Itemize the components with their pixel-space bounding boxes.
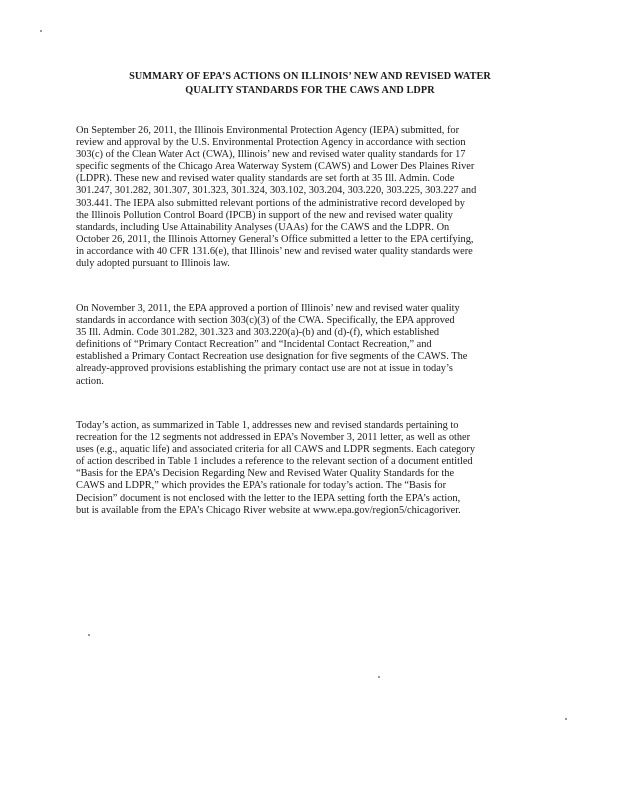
text-line: 303.441. The IEPA also submitted relevant portions of the administrative record developed by <box>76 197 465 209</box>
text-line: but is available from the EPA’s Chicago River website at www.epa.gov/region5/chicagoriver. <box>76 504 461 516</box>
text-line: CAWS and LDPR,” which provides the EPA’s rationale for today’s action. The “Basis for <box>76 480 447 492</box>
scan-speck <box>88 634 90 636</box>
paragraph-iepa-submission <box>76 125 546 270</box>
text-line: “Basis for the EPA’s Decision Regarding New and Revised Water Quality Standards for the <box>76 468 455 480</box>
text-line: action. <box>76 375 104 387</box>
scan-speck <box>378 676 380 678</box>
text-line: of action described in Table 1 includes a reference to the relevant section of a document entitled <box>76 456 473 468</box>
text-line: duly adopted pursuant to Illinois law. <box>76 258 230 270</box>
text-line: On November 3, 2011, the EPA approved a portion of Illinois’ new and revised water quality <box>76 303 460 314</box>
text-line: Today’s action, as summarized in Table 1, addresses new and revised standards pertaining to <box>76 420 459 431</box>
text-line: (LDPR). These new and revised water quality standards are set forth at 35 Ill. Admin. Code <box>76 173 455 185</box>
scan-speck <box>40 30 42 32</box>
text-line: standards in accordance with section 303(c)(3) of the CWA. Specifically, the EPA approved <box>76 315 455 327</box>
paragraph-todays-action <box>76 420 546 517</box>
text-line: recreation for the 12 segments not addressed in EPA’s November 3, 2011 letter, as well as other <box>76 432 471 444</box>
scan-speck <box>565 718 567 720</box>
text-line: review and approval by the U.S. Environmental Protection Agency in accordance with section <box>76 137 466 149</box>
paragraph-november-approval <box>76 303 546 388</box>
title-line: SUMMARY OF EPA’S ACTIONS ON ILLINOIS’ NEW AND REVISED WATER <box>129 71 491 82</box>
text-line: already-approved provisions establishing the primary contact use are not at issue in today’s <box>76 363 453 375</box>
text-line: definitions of “Primary Contact Recreation” and “Incidental Contact Recreation,” and <box>76 339 432 351</box>
text-line: standards, including Use Attainability Analyses (UAAs) for the CAWS and the LDPR. On <box>76 221 450 233</box>
text-line: Decision” document is not enclosed with the letter to the IEPA setting forth the EPA’s action, <box>76 492 461 504</box>
text-line: 303(c) of the Clean Water Act (CWA), Illinois’ new and revised water quality standards for 17 <box>76 149 466 161</box>
text-line: 35 Ill. Admin. Code 301.282, 301.323 and 303.220(a)-(b) and (d)-(f), which established <box>76 327 440 339</box>
text-line: in accordance with 40 CFR 131.6(e), that Illinois’ new and revised water quality standards were <box>76 245 473 257</box>
text-line: specific segments of the Chicago Area Waterway System (CAWS) and Lower Des Plaines River <box>76 161 475 173</box>
text-line: uses (e.g., aquatic life) and associated criteria for all CAWS and LDPR segments. Each category <box>76 444 475 456</box>
text-line: established a Primary Contact Recreation use designation for five segments of the CAWS. The <box>76 351 468 363</box>
text-line: On September 26, 2011, the Illinois Environmental Protection Agency (IEPA) submitted, for <box>76 125 460 136</box>
text-line: October 26, 2011, the Illinois Attorney General’s Office submitted a letter to the EPA certifying, <box>76 233 474 245</box>
document-title <box>70 70 550 98</box>
text-line: 301.247, 301.282, 301.307, 301.323, 301.324, 303.102, 303.204, 303.220, 303.225, 303.227 and <box>76 185 477 197</box>
text-line: the Illinois Pollution Control Board (IPCB) in support of the new and revised water quality <box>76 209 453 221</box>
title-line: QUALITY STANDARDS FOR THE CAWS AND LDPR <box>185 85 435 96</box>
